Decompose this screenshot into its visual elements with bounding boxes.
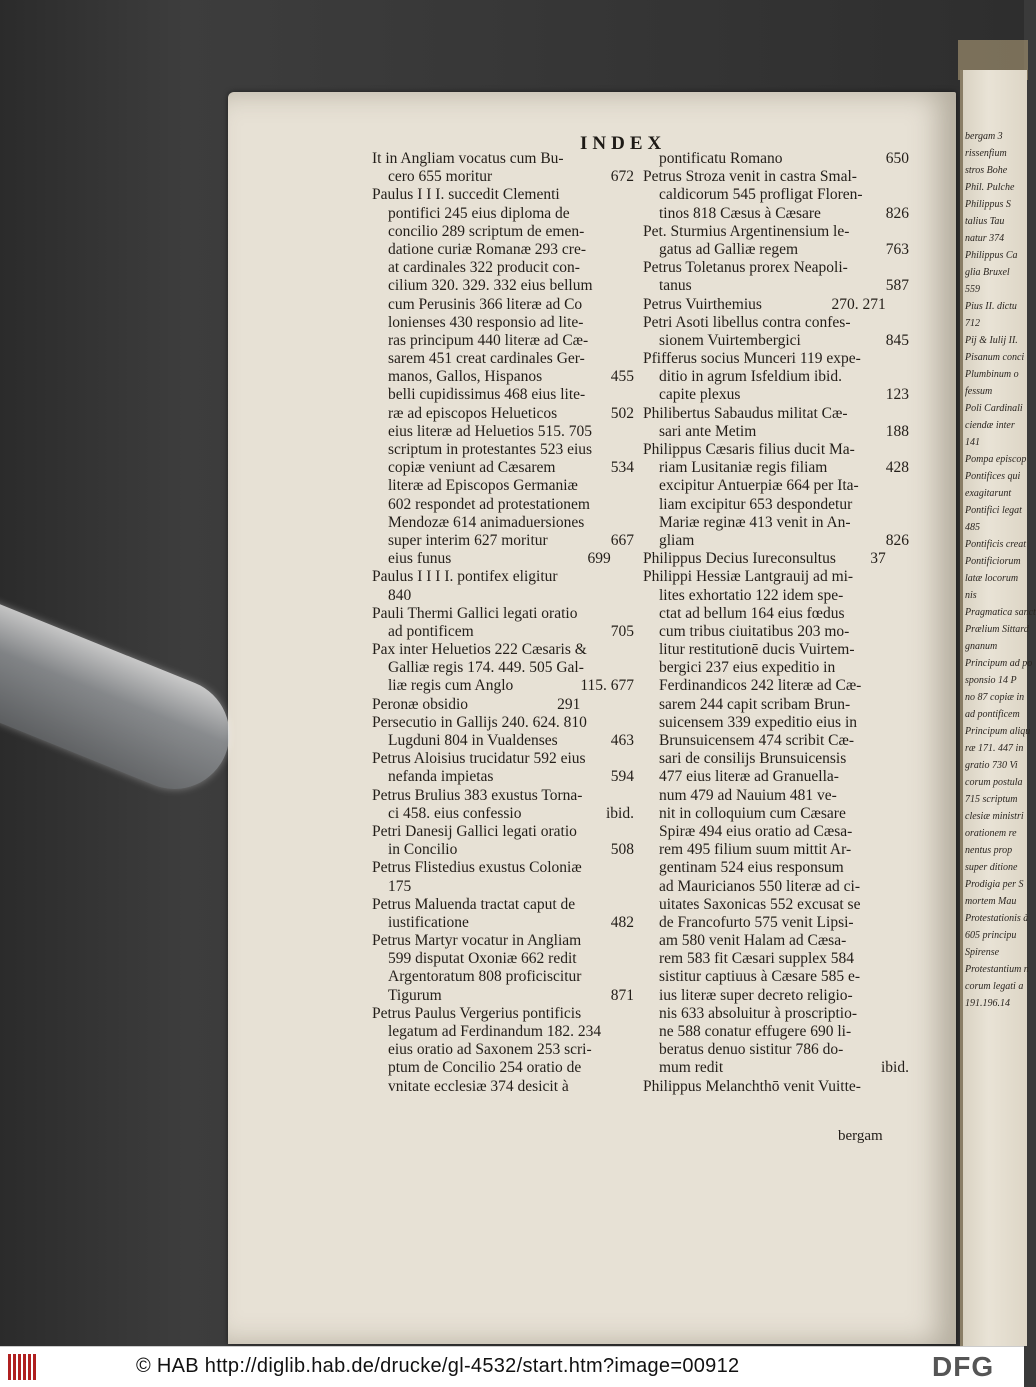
facing-page-fragment: Prodigia per S (965, 879, 1024, 890)
index-entry-line (372, 823, 634, 841)
entry-text: tinos 818 Cæsus à Cæsare (659, 204, 821, 222)
entry-text: datione curiæ Romanæ 293 cre- (388, 240, 587, 258)
entry-text: Philippus Decius Iureconsultus (643, 550, 836, 568)
entry-text: Philippus Melanchthō venit Vuitte- (643, 1077, 861, 1095)
entry-text: Petrus Stroza venit in castra Smal- (643, 168, 857, 186)
entry-text: Petri Asoti libellus contra confes- (643, 313, 851, 331)
index-entry-line (372, 732, 634, 750)
facing-page-fragment: Prælium Sittard (965, 624, 1029, 635)
index-entry-line (643, 550, 909, 568)
entry-text: ad Mauricianos 550 literæ ad ci- (659, 877, 861, 895)
catchword: bergam (838, 1128, 883, 1144)
facing-page-fragment: 141 (965, 437, 980, 448)
index-entry-line (372, 296, 634, 314)
index-entry-line (372, 550, 634, 568)
entry-text: Peronæ obsidio (372, 695, 469, 713)
index-entry-line (372, 423, 634, 441)
index-entry-line (372, 987, 634, 1005)
entry-text: de Francofurto 575 venit Lipsi- (659, 913, 854, 931)
index-entry-line (372, 514, 634, 532)
facing-page-fragment: ræ 171. 447 in (965, 743, 1024, 754)
entry-text: Mariæ reginæ 413 venit in An- (659, 513, 851, 531)
index-entry-line (372, 932, 634, 950)
entry-text: sari de consilijs Brunsuicensis (659, 750, 847, 768)
facing-page-fragment: glia Bruxel (965, 267, 1010, 278)
entry-text: rem 495 filium suum mittit Ar- (659, 841, 852, 859)
entry-text: Petrus Toletanus prorex Neapoli- (643, 259, 848, 277)
entry-text: Petrus Aloisius trucidatur 592 eius (372, 750, 586, 768)
facing-page-fragment: Pontificis creat (965, 539, 1027, 550)
entry-text: Paulus I I I. succedit Clementi (372, 186, 560, 204)
index-entry-line (372, 878, 634, 896)
index-entry-line (372, 641, 634, 659)
index-entry-line (643, 259, 909, 277)
facing-page-fragment: Pij & Iulij II. (965, 335, 1018, 346)
entry-text: riam Lusitaniæ regis filiam (659, 459, 828, 477)
entry-page-number: 763 (885, 240, 909, 258)
facing-page-fragment: fessum (965, 386, 993, 397)
facing-page-fragment: 191.196.14 (965, 998, 1010, 1009)
facing-page-fragment: Plumbinum o (965, 369, 1019, 380)
index-entry-line (372, 1023, 634, 1041)
entry-text: sarem 244 capit scribam Brun- (659, 695, 851, 713)
index-entry-line (372, 277, 634, 295)
entry-text: pontifici 245 eius diploma de (388, 204, 570, 222)
entry-text: Ferdinandicos 242 literæ ad Cæ- (659, 677, 862, 695)
entry-text: concilio 289 scriptum de emen- (388, 222, 585, 240)
entry-text: sarem 451 creat cardinales Ger- (388, 350, 585, 368)
index-entry-line (643, 750, 909, 768)
entry-page-number: 115. 677 (580, 677, 634, 695)
index-entry-line (643, 714, 909, 732)
facing-page-fragment: Philippus S (965, 199, 1011, 210)
entry-text: Philippus Cæsaris filius ducit Ma- (643, 441, 855, 458)
entry-text: legatum ad Ferdinandum 182. 234 (388, 1023, 602, 1040)
index-entry-line (372, 186, 634, 204)
entry-text: num 479 ad Nauium 481 ve- (659, 786, 837, 804)
index-entry-line (643, 332, 909, 350)
entry-text: sari ante Metim (659, 422, 757, 440)
entry-page-number: 650 (885, 150, 909, 167)
entry-text: nis 633 absoluitur à proscriptio- (659, 1004, 858, 1022)
index-entry-line (372, 750, 634, 768)
facing-page-fragment: 712 (965, 318, 980, 329)
facing-page-fragment: exagitarunt (965, 488, 1012, 499)
entry-text: capite plexus (659, 386, 741, 404)
entry-text: ius literæ super decreto religio- (659, 986, 853, 1004)
entry-text: eius oratio ad Saxonem 253 scri- (388, 1041, 592, 1059)
entry-page-number: 587 (885, 277, 909, 295)
entry-text: Pax inter Heluetios 222 Cæsaris & (372, 641, 587, 659)
index-entry-line (643, 496, 909, 514)
index-entry-line (643, 641, 909, 659)
entry-text: excipitur Antuerpiæ 664 per Ita- (659, 477, 859, 495)
index-entry-line (372, 441, 634, 459)
entry-page-number: 826 (885, 204, 909, 222)
index-entry-line (643, 314, 909, 332)
facing-page-fragment: latæ locorum (965, 573, 1019, 584)
index-entry-line (643, 405, 909, 423)
entry-text: bergici 237 eius expeditio in (659, 659, 836, 677)
index-entry-line (643, 350, 909, 368)
index-entry-line (643, 441, 909, 459)
entry-text: It in Angliam vocatus cum Bu- (372, 150, 564, 167)
entry-text: cilium 320. 329. 332 eius bellum (388, 277, 593, 295)
index-entry-line (372, 714, 634, 732)
entry-text: gatus ad Galliæ regem (659, 240, 799, 258)
index-entry-line (643, 968, 909, 986)
index-entry-line (372, 659, 634, 677)
entry-text: Petrus Maluenda tractat caput de (372, 895, 576, 913)
index-entry-line (372, 677, 634, 695)
entry-text: Petri Danesij Gallici legati oratio (372, 822, 577, 840)
index-column-left (372, 150, 634, 1096)
entry-text: ci 458. eius confessio (388, 804, 522, 822)
facing-page-fragment: mortem Mau (965, 896, 1017, 907)
index-entry-line (372, 696, 634, 714)
index-entry-line (372, 532, 634, 550)
facing-page-fragment: Pontifices qui (965, 471, 1021, 482)
entry-text: 840 (388, 586, 412, 604)
entry-page-number: 463 (610, 732, 634, 749)
entry-page-number: 270. 271 (831, 295, 886, 313)
facing-page-fragment: no 87 copiæ in (965, 692, 1025, 703)
entry-text: pontificatu Romano (659, 150, 783, 167)
entry-text: ditio in agrum Isfeldium ibid. (659, 368, 842, 386)
index-entry-line (372, 386, 634, 404)
entry-page-number: 594 (610, 768, 634, 786)
index-entry-line (372, 405, 634, 423)
index-entry-line (372, 841, 634, 859)
entry-text: 602 respondet ad protestationem (388, 495, 590, 513)
index-entry-line (643, 841, 909, 859)
entry-text: mum redit (659, 1059, 724, 1077)
facing-page-fragment: Spirense (965, 947, 1000, 958)
facing-page-fragment: ciendæ inter (965, 420, 1015, 431)
index-entry-line (372, 205, 634, 223)
facing-page-fragment: Principum aliqu (965, 726, 1031, 737)
entry-text: Tigurum (388, 986, 442, 1004)
index-entry-line (643, 623, 909, 641)
index-entry-line (372, 587, 634, 605)
index-entry-line (643, 277, 909, 295)
facing-page-fragment: talius Tau (965, 216, 1005, 227)
index-column-right (643, 150, 909, 1096)
index-entry-line (643, 605, 909, 623)
entry-text: Persecutio in Gallijs 240. 624. 810 (372, 713, 587, 731)
index-entry-line (643, 896, 909, 914)
facing-page-fragment: Philippus Ca (965, 250, 1018, 261)
index-entry-line (643, 241, 909, 259)
index-entry-line (372, 459, 634, 477)
facing-page-fragment: natur 374 (965, 233, 1005, 244)
index-entry-line (372, 314, 634, 332)
index-entry-line (372, 968, 634, 986)
entry-page-number: 672 (610, 168, 634, 186)
facing-page-fragment: Pius II. dictu (965, 301, 1017, 312)
index-entry-line (372, 768, 634, 786)
index-entry-line (372, 859, 634, 877)
entry-text: rem 583 fit Cæsari supplex 584 (659, 950, 855, 968)
facing-page-fragment: 559 (965, 284, 980, 295)
facing-page-fragment: orationem re (965, 828, 1017, 839)
entry-text: caldicorum 545 profligat Floren- (659, 186, 863, 204)
facing-page-fragment: corum postula (965, 777, 1023, 788)
entry-page-number: 482 (610, 913, 634, 931)
facing-page-fragment: Protestationis à (965, 913, 1029, 924)
facing-page-fragment: super ditione (965, 862, 1018, 873)
index-entry-line (643, 568, 909, 586)
entry-page-number: 188 (885, 422, 909, 440)
index-entry-line (643, 950, 909, 968)
entry-text: super interim 627 moritur (388, 531, 548, 549)
index-entry-line (372, 259, 634, 277)
facing-page-fragment: clesiæ ministri (965, 811, 1024, 822)
entry-text: sistitur captiuus à Cæsare 585 e- (659, 968, 861, 986)
entry-text: at cardinales 322 producit con- (388, 259, 580, 277)
index-entry-line (643, 386, 909, 404)
entry-text: am 580 venit Halam ad Cæsa- (659, 932, 847, 950)
entry-text: gliam (659, 531, 695, 549)
entry-text: litur restitutionē ducis Vuirtem- (659, 641, 855, 659)
entry-text: eius literæ ad Heluetios 515. 705 (388, 422, 593, 440)
entry-text: lonienses 430 responsio ad lite- (388, 313, 584, 331)
index-entry-line (643, 914, 909, 932)
entry-page-number: 502 (610, 404, 634, 422)
facing-page-fragment: Poli Cardinali (965, 403, 1023, 414)
facing-page-fragment: Pompa episcop (965, 454, 1027, 465)
facing-page-fragment: Pragmatica sanct (965, 607, 1036, 618)
index-entry-line (372, 605, 634, 623)
index-entry-line (372, 168, 634, 186)
index-entry-line (643, 987, 909, 1005)
index-entry-line (643, 514, 909, 532)
dfg-logo: DFG (932, 1351, 995, 1382)
facing-page-fragment: gratio 730 Vi (965, 760, 1018, 771)
entry-text: liam excipitur 653 despondetur (659, 495, 853, 513)
index-entry-line (372, 241, 634, 259)
facing-page-fragment: sponsio 14 P (965, 675, 1017, 686)
entry-text: gentinam 524 eius responsum (659, 859, 844, 877)
entry-text: Pfifferus socius Munceri 119 expe- (643, 350, 861, 368)
entry-page-number: 291 (557, 695, 581, 713)
entry-text: Petrus Flistedius exustus Coloniæ (372, 859, 582, 877)
entry-text: ne 588 conatur effugere 690 li- (659, 1023, 852, 1040)
facing-page-fragment: ad pontificem (965, 709, 1020, 720)
entry-text: Argentoratum 808 proficiscitur (388, 968, 582, 986)
index-entry-line (643, 1059, 909, 1077)
entry-text: beratus denuo sistitur 786 do- (659, 1041, 844, 1059)
entry-text: Petrus Vuirthemius (643, 295, 762, 313)
entry-text: Pet. Sturmius Argentinensium le- (643, 222, 850, 240)
entry-text: 477 eius literæ ad Granuella- (659, 768, 839, 786)
entry-page-number: 871 (610, 986, 634, 1004)
index-entry-line (643, 677, 909, 695)
entry-text: manos, Gallos, Hispanos (388, 368, 543, 386)
index-entry-line (643, 532, 909, 550)
entry-page-number: 508 (610, 841, 634, 859)
index-entry-line (372, 787, 634, 805)
facing-page-fragment: stros Bohe (965, 165, 1008, 176)
facing-page-fragment: Pisanum conci (965, 352, 1025, 363)
entry-text: ptum de Concilio 254 oratio de (388, 1059, 582, 1077)
index-entry-line (643, 587, 909, 605)
entry-text: suicensem 339 expeditio eius in (659, 713, 858, 731)
entry-text: cero 655 moritur (388, 168, 493, 186)
index-entry-line (643, 932, 909, 950)
facing-page-fragment: Phil. Pulche (965, 182, 1015, 193)
entry-text: eius funus (388, 550, 452, 568)
entry-text: Philippi Hessiæ Lantgrauij ad mi- (643, 568, 854, 586)
index-entry-line (643, 696, 909, 714)
index-entry-line (643, 787, 909, 805)
index-entry-line (372, 223, 634, 241)
entry-text: tanus (659, 277, 692, 295)
entry-text: Petrus Paulus Vergerius pontificis (372, 1004, 582, 1022)
index-entry-line (643, 168, 909, 186)
entry-text: 599 disputat Oxoniæ 662 redit (388, 950, 577, 968)
entry-text: 175 (388, 877, 412, 895)
footer-bar (0, 1346, 1024, 1387)
index-entry-line (372, 1059, 634, 1077)
entry-text: nit in colloquium cum Cæsare (659, 804, 846, 822)
entry-text: scriptum in protestantes 523 eius (388, 441, 593, 458)
index-entry-line (372, 350, 634, 368)
index-entry-line (372, 496, 634, 514)
index-entry-line (643, 477, 909, 495)
entry-text: ras principum 440 literæ ad Cæ- (388, 331, 589, 349)
entry-text: ctat ad bellum 164 eius fœdus (659, 604, 845, 622)
entry-page-number: ibid. (881, 1059, 909, 1077)
index-entry-line (643, 296, 909, 314)
entry-text: Spiræ 494 eius oratio ad Cæsa- (659, 822, 853, 840)
entry-page-number: 705 (610, 622, 634, 640)
index-entry-line (372, 332, 634, 350)
entry-text: in Concilio (388, 841, 458, 859)
entry-page-number: 455 (610, 368, 634, 386)
facing-page-fragment: gnanum (965, 641, 998, 652)
entry-text: Galliæ regis 174. 449. 505 Gal- (388, 659, 584, 677)
facing-page-fragment: nis (965, 590, 977, 601)
index-entry-line (643, 205, 909, 223)
entry-page-number: 845 (885, 331, 909, 349)
index-entry-line (372, 950, 634, 968)
index-entry-line (643, 368, 909, 386)
hab-logo-icon (8, 1354, 38, 1380)
entry-text: iustificatione (388, 913, 469, 931)
entry-text: Lugduni 804 in Vualdenses (388, 732, 558, 749)
facing-page-fragment: nentus prop (965, 845, 1013, 856)
index-entry-line (643, 1005, 909, 1023)
index-entry-line (643, 823, 909, 841)
entry-page-number: 37 (870, 550, 886, 568)
index-entry-line (372, 1041, 634, 1059)
page-header: INDEX (580, 133, 667, 154)
index-entry-line (643, 805, 909, 823)
facing-page-fragment: 485 (965, 522, 980, 533)
facing-page (960, 70, 1036, 1346)
index-entry-line (643, 423, 909, 441)
index-entry-line (372, 805, 634, 823)
entry-text: Petrus Martyr vocatur in Angliam (372, 932, 582, 950)
entry-text: vnitate ecclesiæ 374 desicit à (388, 1077, 569, 1095)
index-entry-line (643, 150, 909, 168)
entry-text: Philibertus Sabaudus militat Cæ- (643, 404, 848, 422)
index-entry-line (372, 150, 634, 168)
entry-page-number: 667 (610, 531, 634, 549)
glass-pointer (0, 580, 246, 806)
index-entry-line (643, 1041, 909, 1059)
facing-page-fragment: corum legati a (965, 981, 1024, 992)
index-entry-line (643, 878, 909, 896)
entry-text: sionem Vuirtembergici (659, 331, 801, 349)
entry-text: uitates Saxonicas 552 excusat se (659, 895, 861, 913)
index-entry-line (643, 768, 909, 786)
index-entry-line (372, 623, 634, 641)
index-entry-line (643, 859, 909, 877)
index-entry-line (372, 896, 634, 914)
entry-text: liæ regis cum Anglo (388, 677, 514, 695)
entry-text: copiæ veniunt ad Cæsarem (388, 459, 556, 477)
index-entry-line (643, 1023, 909, 1041)
entry-text: Pauli Thermi Gallici legati oratio (372, 604, 578, 622)
entry-text: ræ ad episcopos Helueticos (388, 404, 558, 422)
facing-page-fragment: 715 scriptum (965, 794, 1018, 805)
facing-page-text (963, 70, 1036, 1012)
entry-text: Mendozæ 614 animaduersiones (388, 513, 585, 531)
entry-text: nefanda impietas (388, 768, 494, 786)
entry-text: Petrus Brulius 383 exustus Torna- (372, 786, 583, 804)
facing-page-fragment: Pontifici legat (965, 505, 1022, 516)
facing-page-fragment: Principum ad po (965, 658, 1033, 669)
entry-text: cum Perusinis 366 literæ ad Co (388, 295, 583, 313)
index-entry-line (643, 659, 909, 677)
index-entry-line (643, 223, 909, 241)
entry-text: ad pontificem (388, 622, 474, 640)
entry-page-number: 534 (610, 459, 634, 477)
entry-page-number: 699 (587, 550, 611, 568)
index-entry-line (372, 368, 634, 386)
index-entry-line (643, 186, 909, 204)
index-entry-line (372, 477, 634, 495)
entry-text: cum tribus ciuitatibus 203 mo- (659, 622, 850, 640)
index-entry-line (643, 732, 909, 750)
index-entry-line (372, 1005, 634, 1023)
index-entry-line (372, 1078, 634, 1096)
entry-text: belli cupidissimus 468 eius lite- (388, 386, 586, 404)
index-entry-line (643, 1078, 909, 1096)
facing-page-fragment: 605 principu (965, 930, 1017, 941)
entry-page-number: 123 (885, 386, 909, 404)
footer-copyright-url[interactable]: © HAB http://diglib.hab.de/drucke/gl-4532/start.htm?image=00912 (136, 1355, 740, 1377)
facing-page-fragment: Pontificiorum (965, 556, 1021, 567)
entry-text: Brunsuicensem 474 scribit Cæ- (659, 732, 855, 749)
entry-page-number: 428 (885, 459, 909, 477)
index-entry-line (643, 459, 909, 477)
entry-text: lites exhortatio 122 idem spe- (659, 586, 844, 604)
index-entry-line (372, 568, 634, 586)
entry-text: literæ ad Episcopos Germaniæ (388, 477, 578, 495)
entry-text: Paulus I I I I. pontifex eligitur (372, 568, 558, 586)
entry-page-number: ibid. (606, 804, 634, 822)
facing-page-fragment: rissenfium (965, 148, 1007, 159)
facing-page-fragment: bergam 3 (965, 131, 1003, 142)
index-entry-line (372, 914, 634, 932)
entry-page-number: 826 (885, 531, 909, 549)
facing-page-fragment: Protestantium n (965, 964, 1029, 975)
